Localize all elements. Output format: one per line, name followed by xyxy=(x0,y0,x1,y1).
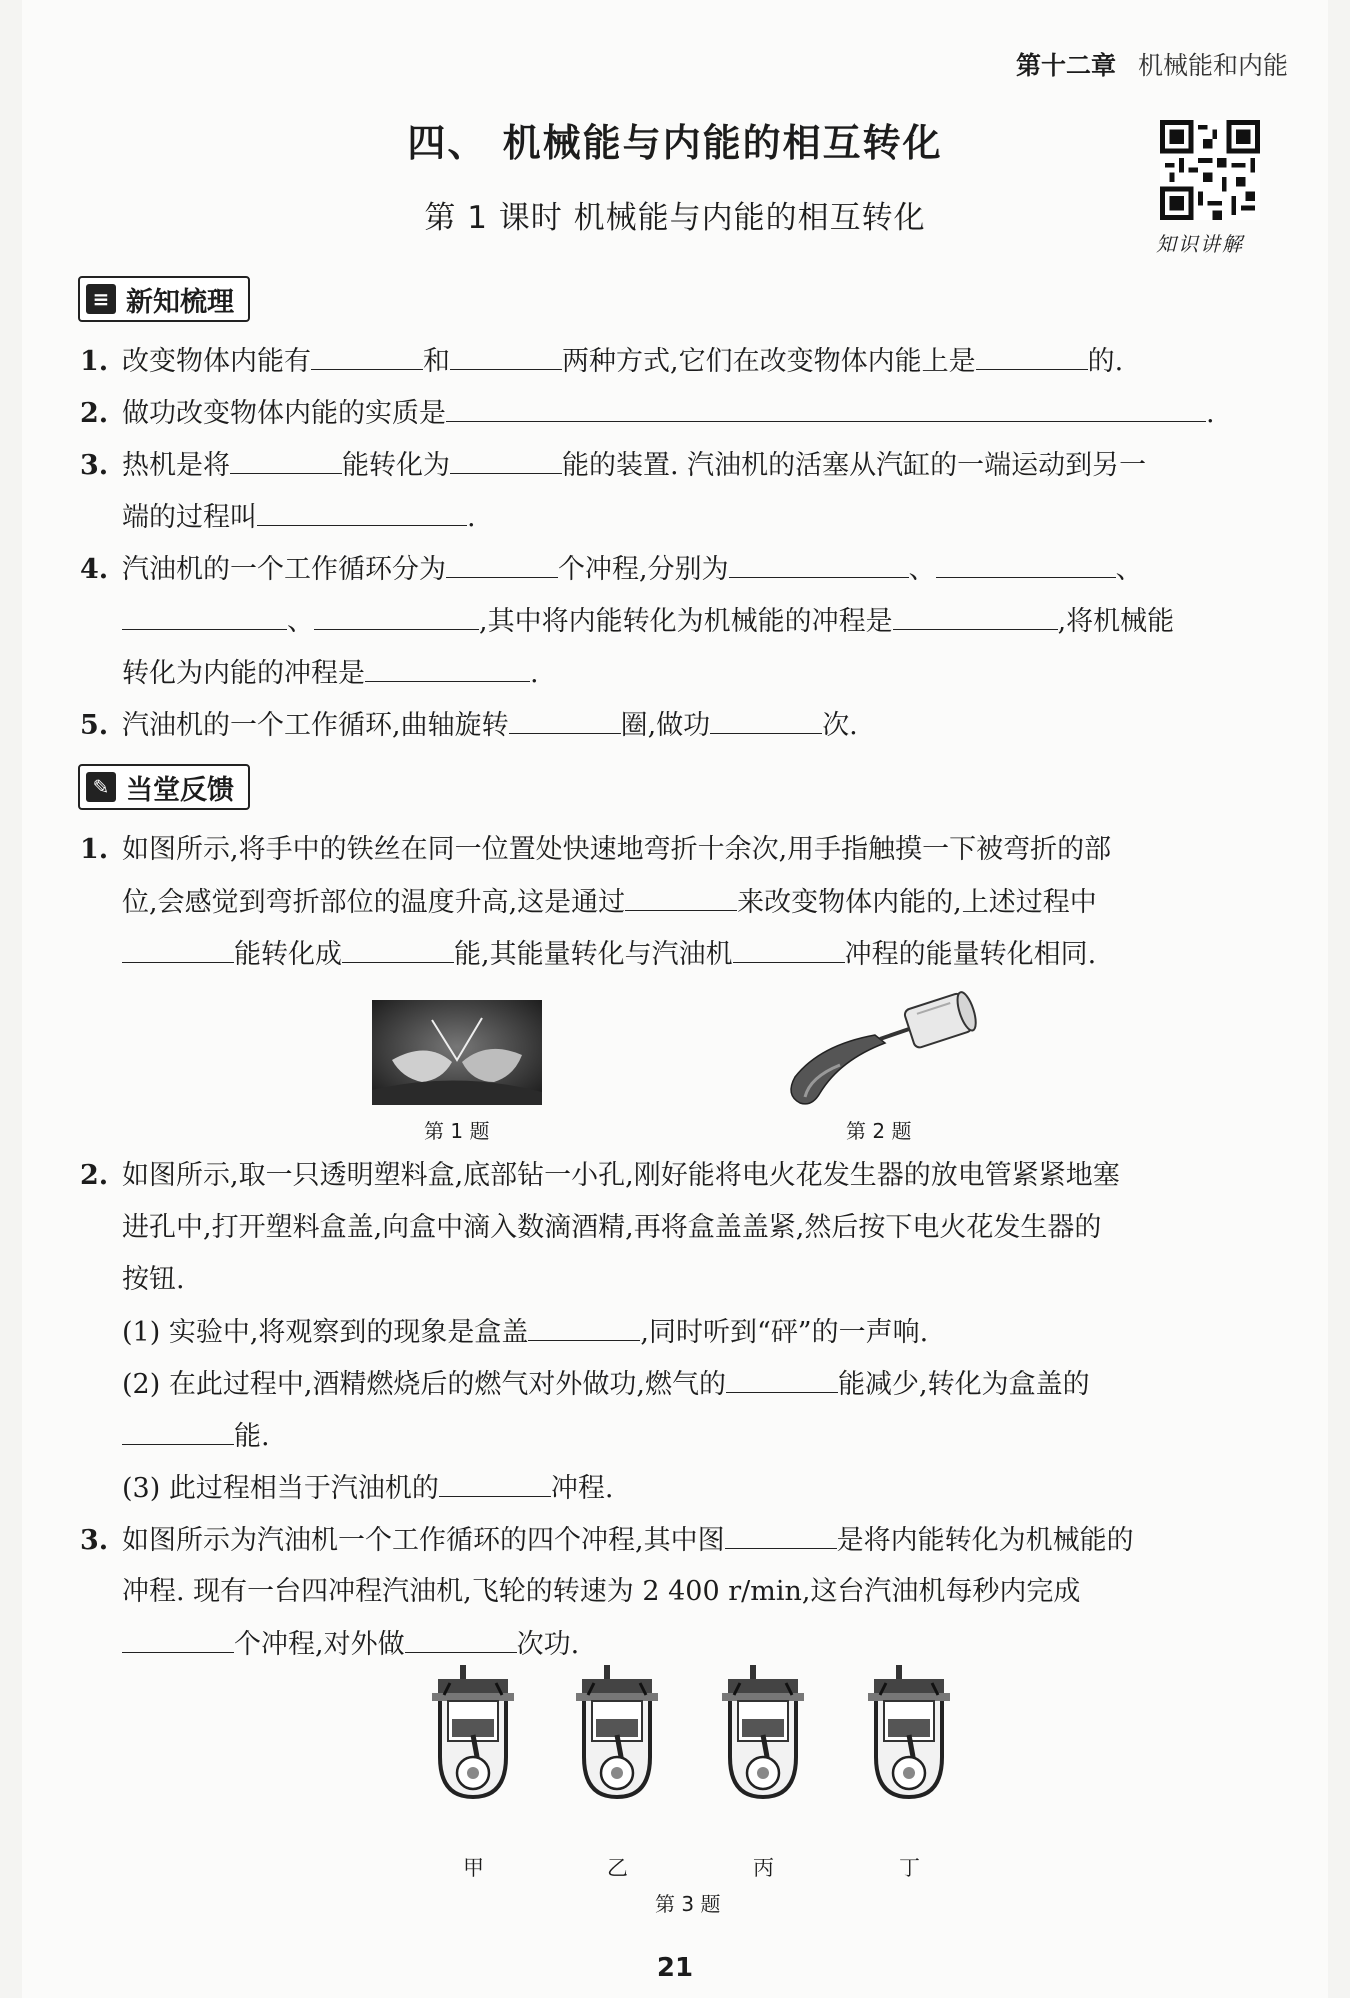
question-line: 进孔中,打开塑料盒盖,向盒中滴入数滴酒精,再将盒盖盖紧,然后按下电火花发生器的 xyxy=(122,1212,1102,1243)
question-line: 3. 热机是将 能转化为 能的装置. 汽油机的活塞从汽缸的一端运动到另一 xyxy=(80,450,1147,481)
figure-caption: 第 2 题 xyxy=(846,1119,912,1143)
sub-question-line: (3) 此过程相当于汽油机的 冲程. xyxy=(122,1473,614,1504)
chapter-subject: 机械能和内能 xyxy=(1137,51,1288,80)
blank[interactable] xyxy=(122,1630,234,1653)
section-header-feedback: ✎ 当堂反馈 xyxy=(78,764,250,810)
question-line: 转化为内能的冲程是 . xyxy=(122,658,539,689)
book-icon: ≡ xyxy=(86,284,116,314)
blank[interactable] xyxy=(726,1370,838,1393)
blank[interactable] xyxy=(450,347,562,370)
blank[interactable] xyxy=(450,451,562,474)
sub-question-line: (2) 在此过程中,酒精燃烧后的燃气对外做功,燃气的 能减少,转化为盒盖的 xyxy=(122,1369,1090,1400)
question-line: 1. 如图所示,将手中的铁丝在同一位置处快速地弯折十余次,用手指触摸一下被弯折的部 xyxy=(80,834,1112,865)
section-title: 四、 机械能与内能的相互转化 xyxy=(407,121,943,165)
blank[interactable] xyxy=(122,1422,234,1445)
blank[interactable] xyxy=(257,503,467,526)
question-line: 5. 汽油机的一个工作循环,曲轴旋转 圈,做功 次. xyxy=(80,710,858,741)
lesson-title: 第 1 课时 机械能与内能的相互转化 xyxy=(424,200,926,236)
engine-diagram-bing xyxy=(718,1665,808,1800)
blank[interactable] xyxy=(405,1630,517,1653)
question-line: 2. 如图所示,取一只透明塑料盒,底部钻一小孔,刚好能将电火花发生器的放电管紧紧地塞 xyxy=(80,1160,1120,1191)
blank[interactable] xyxy=(528,1318,640,1341)
blank[interactable] xyxy=(446,555,558,578)
blank[interactable] xyxy=(725,1526,837,1549)
blank[interactable] xyxy=(342,940,454,963)
engine-label: 乙 xyxy=(607,1856,628,1880)
blank[interactable] xyxy=(976,347,1088,370)
engine-label: 丁 xyxy=(899,1856,920,1880)
figure-hands-bending-wire xyxy=(372,1000,542,1105)
pencil-icon: ✎ xyxy=(86,772,116,802)
figure-spark-generator xyxy=(780,985,980,1110)
engine-diagram-ding xyxy=(864,1665,954,1800)
qr-caption: 知识讲解 xyxy=(1156,232,1244,256)
engine-label: 甲 xyxy=(463,1856,484,1880)
blank[interactable] xyxy=(365,659,530,682)
blank[interactable] xyxy=(936,555,1116,578)
chapter-label: 第十二章 xyxy=(1015,51,1116,80)
blank[interactable] xyxy=(710,711,822,734)
blank[interactable] xyxy=(733,940,845,963)
question-line: 、 ,其中将内能转化为机械能的冲程是 ,将机械能 xyxy=(122,607,1174,635)
blank[interactable] xyxy=(509,711,621,734)
figure-caption: 第 1 题 xyxy=(424,1119,490,1143)
engine-label: 丙 xyxy=(753,1856,774,1880)
question-line: 冲程. 现有一台四冲程汽油机,飞轮的转速为 2 400 r/min,这台汽油机每秒内完成 xyxy=(122,1576,1081,1607)
question-line: 1. 改变物体内能有 和 两种方式,它们在改变物体内能上是 的. xyxy=(80,346,1124,377)
question-line: 端的过程叫 . xyxy=(122,502,476,533)
figure-caption: 第 3 题 xyxy=(655,1892,721,1916)
question-line: 2. 做功改变物体内能的实质是 . xyxy=(80,398,1215,429)
blank[interactable] xyxy=(230,451,342,474)
sub-question-line: 能. xyxy=(122,1422,270,1450)
page-number: 21 xyxy=(656,1953,694,1983)
question-line: 位,会感觉到弯折部位的温度升高,这是通过 来改变物体内能的,上述过程中 xyxy=(122,887,1097,918)
question-line: 个冲程,对外做 次功. xyxy=(122,1630,579,1658)
question-line: 3. 如图所示为汽油机一个工作循环的四个冲程,其中图 是将内能转化为机械能的 xyxy=(80,1525,1134,1556)
blank[interactable] xyxy=(439,1474,551,1497)
question-line: 按钮. xyxy=(122,1264,185,1295)
question-line: 能转化成 能,其能量转化与汽油机 冲程的能量转化相同. xyxy=(122,940,1096,968)
qr-code-icon[interactable] xyxy=(1160,120,1260,220)
blank[interactable] xyxy=(122,607,287,630)
blank[interactable] xyxy=(311,347,423,370)
blank[interactable] xyxy=(122,940,234,963)
blank[interactable] xyxy=(729,555,909,578)
blank[interactable] xyxy=(625,888,737,911)
section-header-new-knowledge: ≡ 新知梳理 xyxy=(78,276,250,322)
blank[interactable] xyxy=(893,607,1058,630)
engine-diagram-yi xyxy=(572,1665,662,1800)
engine-diagram-jia xyxy=(428,1665,518,1800)
question-line: 4. 汽油机的一个工作循环分为 个冲程,分别为 、 、 xyxy=(80,554,1143,585)
blank[interactable] xyxy=(314,607,479,630)
blank[interactable] xyxy=(446,399,1206,422)
running-header xyxy=(1016,46,1288,82)
sub-question-line: (1) 实验中,将观察到的现象是盒盖 ,同时听到“砰”的一声响. xyxy=(122,1317,929,1348)
